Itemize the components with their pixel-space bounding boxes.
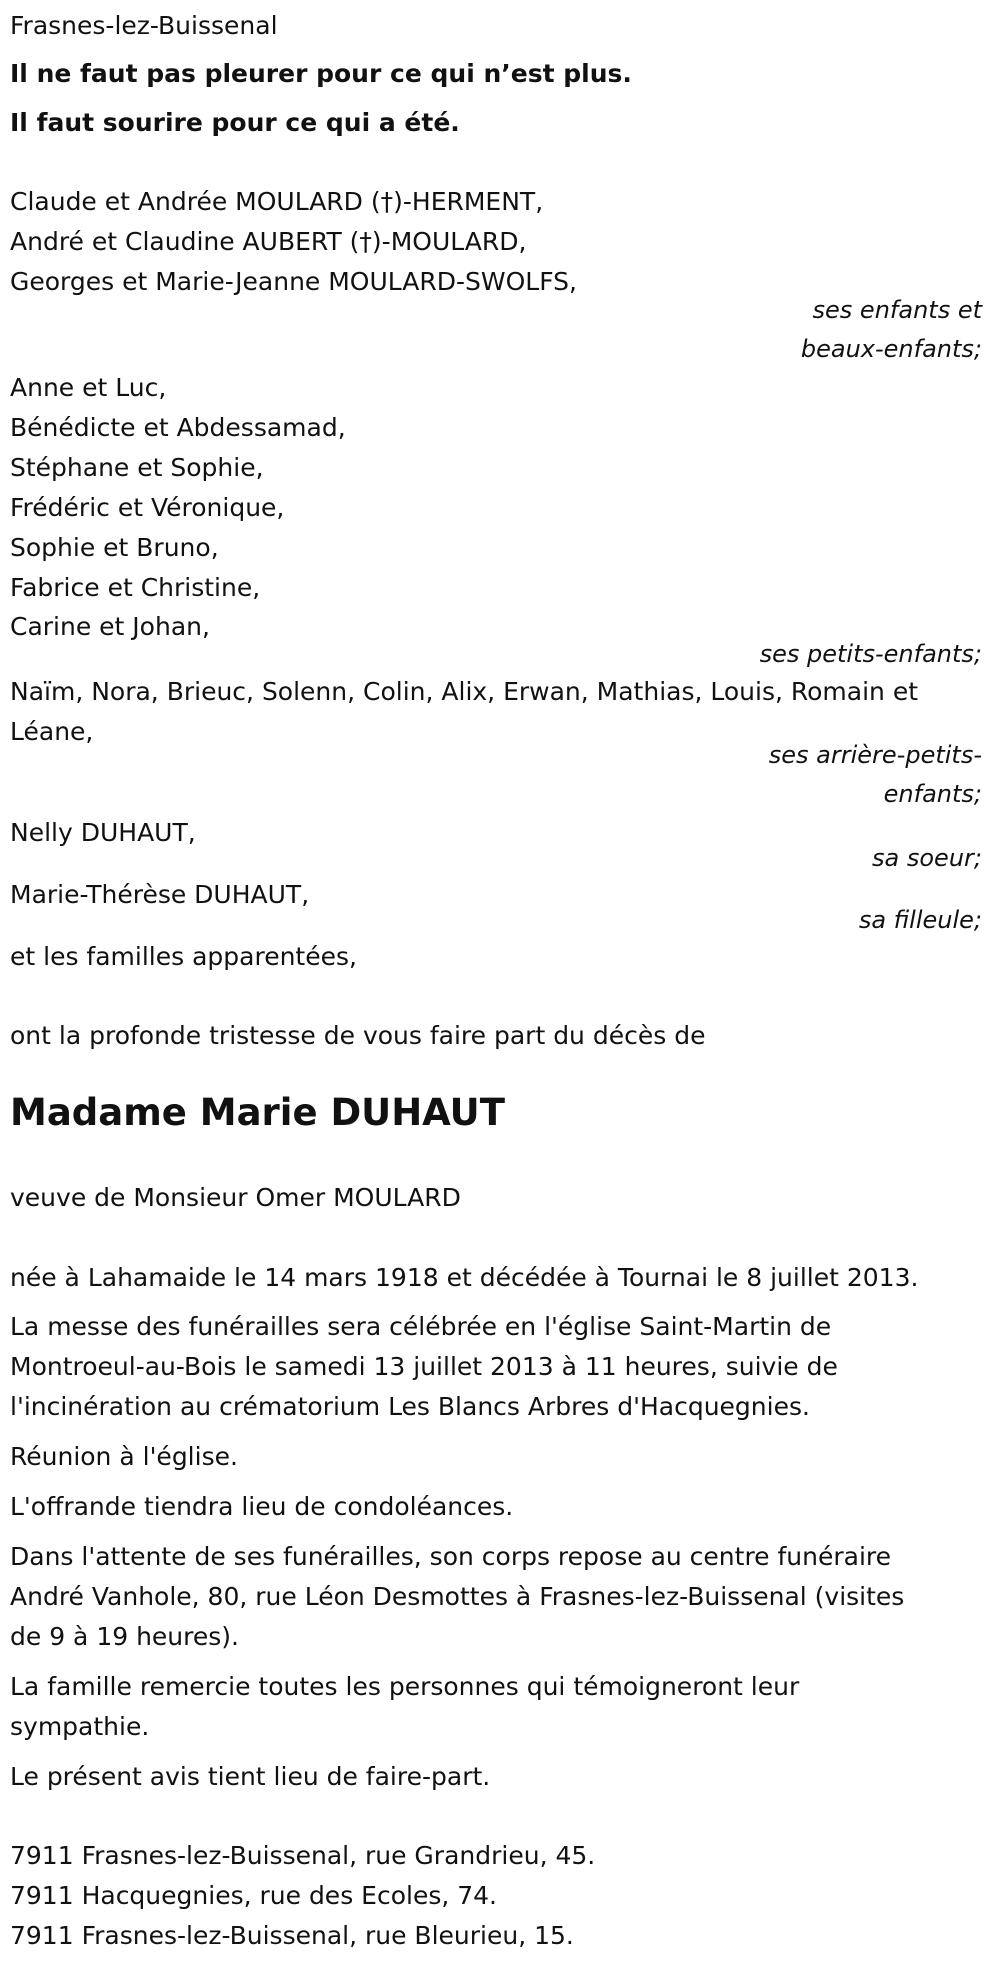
goddaughter-relation: sa filleule; bbox=[858, 906, 982, 934]
great-grandchildren-line-1: Naïm, Nora, Brieuc, Solenn, Colin, Alix, Erwan, Mathias, Louis, Romain et bbox=[10, 677, 919, 706]
grandchildren-line-6: Fabrice et Christine, bbox=[10, 573, 261, 602]
rest-line-2: André Vanhole, 80, rue Léon Desmottes à Frasnes-lez-Buissenal (visites bbox=[10, 1582, 905, 1611]
deceased-name: Madame Marie DUHAUT bbox=[10, 1091, 505, 1134]
grandchildren-line-5: Sophie et Bruno, bbox=[10, 533, 219, 562]
great-grandchildren-relation-line-1: ses arrière-petits- bbox=[768, 741, 982, 769]
children-relation-line-1: ses enfants et bbox=[812, 296, 982, 324]
grandchildren-line-4: Frédéric et Véronique, bbox=[10, 493, 285, 522]
birth-death-line: née à Lahamaide le 14 mars 1918 et décédée à Tournai le 8 juillet 2013. bbox=[10, 1263, 919, 1292]
address-line-1: 7911 Frasnes-lez-Buissenal, rue Grandrieu, 45. bbox=[10, 1841, 596, 1870]
offering-line: L'offrande tiendra lieu de condoléances. bbox=[10, 1492, 514, 1521]
sister-name: Nelly DUHAUT, bbox=[10, 818, 196, 847]
thanks-line-1: La famille remercie toutes les personnes qui témoigneront leur bbox=[10, 1672, 800, 1701]
children-relation-line-2: beaux-enfants; bbox=[800, 335, 982, 363]
address-line-2: 7911 Hacquegnies, rue des Ecoles, 74. bbox=[10, 1881, 497, 1910]
goddaughter-name: Marie-Thérèse DUHAUT, bbox=[10, 880, 310, 909]
widow-of-line: veuve de Monsieur Omer MOULARD bbox=[10, 1183, 461, 1212]
grandchildren-line-3: Stéphane et Sophie, bbox=[10, 453, 264, 482]
grandchildren-line-2: Bénédicte et Abdessamad, bbox=[10, 413, 346, 442]
grandchildren-line-1: Anne et Luc, bbox=[10, 373, 167, 402]
great-grandchildren-relation-line-2: enfants; bbox=[883, 780, 982, 808]
sister-relation: sa soeur; bbox=[872, 844, 982, 872]
children-line-2: André et Claudine AUBERT (†)-MOULARD, bbox=[10, 227, 527, 256]
announcement-line: ont la profonde tristesse de vous faire part du décès de bbox=[10, 1021, 706, 1050]
place-name: Frasnes-lez-Buissenal bbox=[10, 11, 278, 40]
families-line: et les familles apparentées, bbox=[10, 942, 357, 971]
meeting-line: Réunion à l'église. bbox=[10, 1442, 238, 1471]
children-line-3: Georges et Marie-Jeanne MOULARD-SWOLFS, bbox=[10, 267, 577, 296]
notice-line: Le présent avis tient lieu de faire-part. bbox=[10, 1762, 491, 1791]
grandchildren-relation: ses petits-enfants; bbox=[759, 640, 982, 668]
rest-line-1: Dans l'attente de ses funérailles, son corps repose au centre funéraire bbox=[10, 1542, 892, 1571]
quote-line-2: Il faut sourire pour ce qui a été. bbox=[10, 108, 460, 137]
address-line-3: 7911 Frasnes-lez-Buissenal, rue Bleurieu, 15. bbox=[10, 1921, 574, 1950]
great-grandchildren-line-2: Léane, bbox=[10, 717, 94, 746]
mass-line-2: Montroeul-au-Bois le samedi 13 juillet 2013 à 11 heures, suivie de bbox=[10, 1352, 838, 1381]
thanks-line-2: sympathie. bbox=[10, 1712, 150, 1741]
children-line-1: Claude et Andrée MOULARD (†)-HERMENT, bbox=[10, 187, 544, 216]
rest-line-3: de 9 à 19 heures). bbox=[10, 1622, 239, 1651]
grandchildren-line-7: Carine et Johan, bbox=[10, 612, 210, 641]
quote-line-1: Il ne faut pas pleurer pour ce qui n’est plus. bbox=[10, 59, 632, 88]
mass-line-3: l'incinération au crématorium Les Blancs Arbres d'Hacquegnies. bbox=[10, 1392, 810, 1421]
mass-line-1: La messe des funérailles sera célébrée en l'église Saint-Martin de bbox=[10, 1312, 832, 1341]
